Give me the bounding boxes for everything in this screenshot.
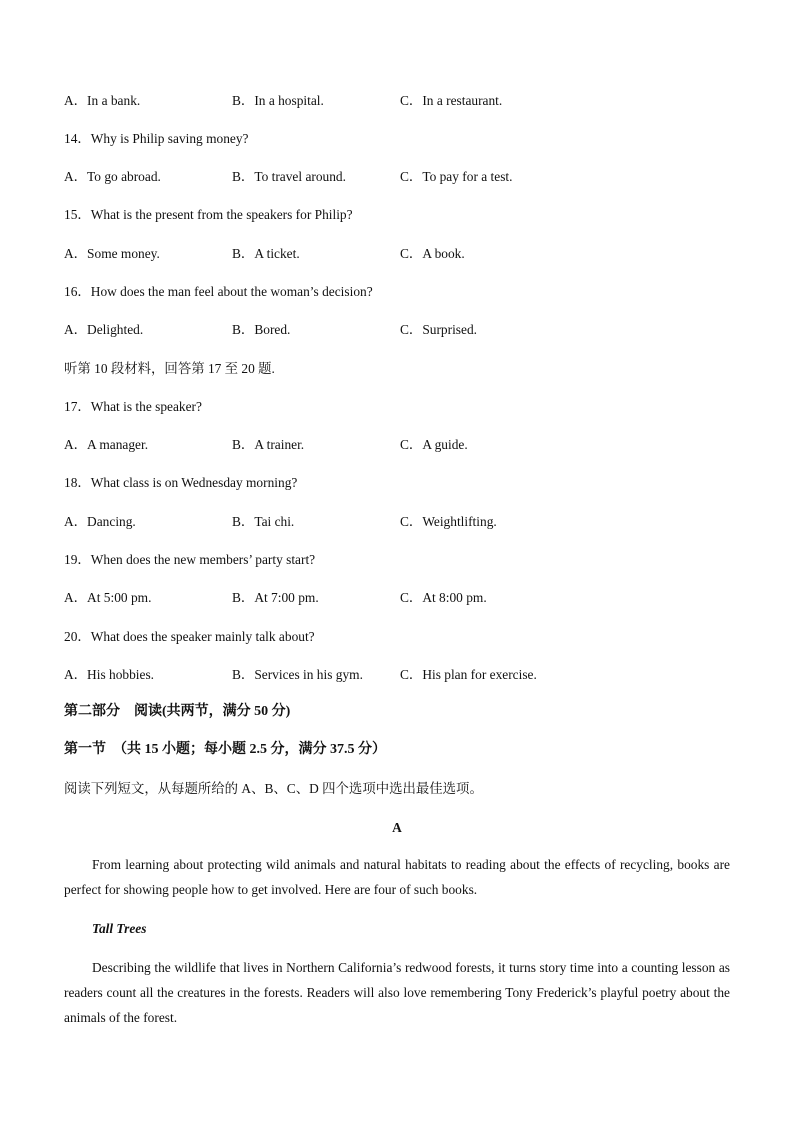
option-c: C．A guide. [400,437,468,452]
option-b: B．To travel around. [232,169,346,184]
question-16: 16．How does the man feel about the woman’s decision? [64,284,373,299]
part-heading: 第二部分 阅读(共两节，满分 50 分) [64,704,291,719]
option-a: A．At 5:00 pm. [64,590,152,605]
option-b: B．A ticket. [232,246,300,261]
option-b: B．In a hospital. [232,93,324,108]
intro-paragraph: From learning about protecting wild animals and natural habitats to reading about the effects of recycling, books are perfect for showing people how to get involved. Here are four of such books. [64,857,730,897]
passage-letter: A [392,820,402,835]
option-c: C．To pay for a test. [400,169,513,184]
question-18: 18．What class is on Wednesday morning? [64,475,298,490]
option-a: A．A manager. [64,437,149,452]
section-heading: 第一节 （共 15 小题；每小题 2.5 分，满分 37.5 分） [64,742,386,757]
option-b: B．At 7:00 pm. [232,590,319,605]
option-c: C．Weightlifting. [400,514,497,529]
option-b: B．Tai chi. [232,514,295,529]
option-a: A．Some money. [64,246,160,261]
question-20: 20．What does the speaker mainly talk about? [64,629,315,644]
option-a: A．To go abroad. [64,169,161,184]
book-title: Tall Trees [92,921,147,936]
reading-instruction: 阅读下列短文，从每题所给的 A、B、C、D 四个选项中选出最佳选项。 [64,781,483,796]
option-b: B．Services in his gym. [232,667,363,682]
question-15: 15．What is the present from the speakers for Philip? [64,207,353,222]
option-a: A．Delighted. [64,322,144,337]
option-b: B．Bored. [232,322,291,337]
listening-instruction: 听第 10 段材料，回答第 17 至 20 题. [64,361,275,376]
book-paragraph: Describing the wildlife that lives in Northern California’s redwood forests, it turns story time into a counting lesson as readers count all the creatures in the forests. Readers will also love remembering Tony Frederick’s playful poetry about the animals of the forest. [64,960,730,1025]
option-c: C．At 8:00 pm. [400,590,487,605]
option-b: B．A trainer. [232,437,305,452]
option-a: A．His hobbies. [64,667,155,682]
option-c: C．His plan for exercise. [400,667,537,682]
question-19: 19．When does the new members’ party start? [64,552,316,567]
option-a: A．Dancing. [64,514,136,529]
option-a: A．In a bank. [64,93,141,108]
option-c: C．Surprised. [400,322,477,337]
option-c: C．A book. [400,246,465,261]
option-c: C．In a restaurant. [400,93,503,108]
question-17: 17．What is the speaker? [64,399,202,414]
question-14: 14．Why is Philip saving money? [64,131,249,146]
